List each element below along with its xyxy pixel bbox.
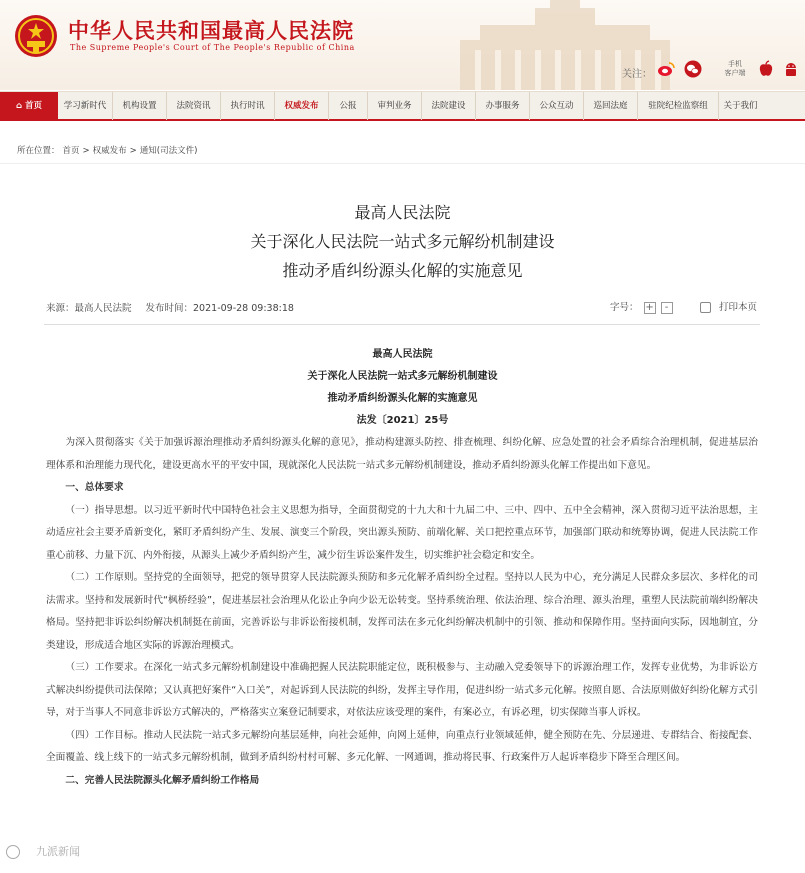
paragraph-guiding-ideology: （一）指导思想。以习近平新时代中国特色社会主义思想为指导，全面贯彻党的十九大和十九届二中、三中、四中、五中全会精神，深入贯彻习近平法治思想，主动适应社会主要矛盾新变化，紧盯矛盾纠纷产生、发展、演变三个阶段，突出源头预防、前端化解、关口把控重点环节，加强部门联动和统筹协调，促进人民法院工作重心前移、力量下沉、内外衔接，从源头上减少矛盾纠纷产生，减少衍生诉讼案件发生，切实维护社会稳定和安全。 [46,504,758,561]
mobile-client-link[interactable] [720,60,750,78]
article-published: 发布时间：2021-09-28 09:38:18 [145,303,294,314]
doc-number: 法发〔2021〕25号 [356,415,449,426]
doc-header-line-1: 最高人民法院 [372,349,433,360]
doc-header-line-3: 推动矛盾纠纷源头化解的实施意见 [327,393,478,404]
article-body [46,432,758,792]
breadcrumb-current[interactable]: 通知(司法文件) [139,146,198,156]
article-source: 来源：最高人民法院 [46,303,132,314]
print-button[interactable] [700,299,757,313]
breadcrumb [17,144,200,156]
nav-item-home[interactable] [0,92,58,120]
font-size-control [610,299,673,314]
home-icon: ⌂ [15,101,26,111]
mobile-label-1: 手机 [728,60,742,68]
section-heading-1: 一、总体要求 [65,482,124,493]
article-title-line-2: 关于深化人民法院一站式多元解纷机制建设 [250,232,555,251]
follow-label: 关注： [622,69,652,80]
print-icon [700,302,711,313]
nav-item-trial[interactable]: 审判业务 [377,101,412,111]
watermark-logo-icon [6,845,20,859]
nav-item-enforcement[interactable]: 执行时讯 [230,101,265,111]
breadcrumb-separator: > [82,146,90,156]
breadcrumb-home[interactable]: 首页 [62,146,80,156]
nav-item-organization[interactable]: 机构设置 [122,101,157,111]
print-label: 打印本页 [719,302,758,313]
watermark [6,843,80,859]
main-nav [0,91,805,121]
site-title-en: The Supreme People's Court of The People's Republic of China [70,43,355,52]
article-meta [46,300,294,314]
font-decrease-button[interactable]: - [661,302,673,314]
paragraph-goals: （四）工作目标。推动人民法院一站式多元解纷向基层延伸，向社会延伸，向网上延伸，向重点行业领域延伸，健全预防在先、分层递进、专群结合、衔接配套、全面覆盖、线上线下的一站式多元解纷机制，做到矛盾纠纷村村可解、多元化解、一网通调，推动将民事、行政案件万人起诉率稳步下降至合理区间。 [46,729,758,763]
wechat-icon[interactable] [684,60,702,78]
national-emblem-icon[interactable] [14,14,58,58]
nav-label: 首页 [25,101,43,111]
site-title-cn[interactable]: 中华人民共和国最高人民法院 [68,19,354,43]
nav-item-about[interactable]: 关于我们 [723,101,758,111]
court-building-illustration [440,0,690,90]
font-size-label: 字号： [610,302,639,313]
nav-item-study[interactable]: 学习新时代 [63,101,107,111]
breadcrumb-releases[interactable]: 权威发布 [92,146,127,156]
nav-item-releases[interactable]: 权威发布 [284,101,319,111]
weibo-icon[interactable] [657,60,675,78]
android-icon[interactable] [782,60,800,78]
paragraph-principles: （二）工作原则。坚持党的全面领导，把党的领导贯穿人民法院源头预防和多元化解矛盾纠纷全过程。坚持以人民为中心，充分满足人民群众多层次、多样化的司法需求。坚持和发展新时代“枫桥经验”，促进基层社会治理从化讼止争向少讼无讼转变。坚持系统治理、依法治理、综合治理、源头治理，重塑人民法院前端纠纷解决格局。坚持把非诉讼纠纷解决机制挺在前面，完善诉讼与非诉讼衔接机制，发挥司法在多元化纠纷解决机制中的引领、推动和保障作用。坚持面向实际，因地制宜，分类建设，形成适合地区实际的诉源治理模式。 [46,572,758,651]
article-title-line-1: 最高人民法院 [354,203,451,222]
section-heading-2: 二、完善人民法院源头化解矛盾纠纷工作格局 [65,774,260,786]
nav-item-news[interactable]: 法院资讯 [176,101,211,111]
paragraph-requirements: （三）工作要求。在深化一站式多元解纷机制建设中准确把握人民法院职能定位，既积极参与、主动融入党委领导下的诉源治理工作，发挥专业优势，为非诉讼方式解决纠纷提供司法保障；又认真把好案件“入口关”，对起诉到人民法院的纠纷，发挥主导作用，促进纠纷一站式多元化解。按照自愿、合法原则做好纠纷化解方式引导，对于当事人不同意非诉讼方式解决的，严格落实立案登记制要求，对依法应该受理的案件，有案必立，有诉必理，切实保障当事人诉权。 [46,662,758,718]
nav-item-services[interactable]: 办事服务 [485,101,520,111]
paragraph-intro: 为深入贯彻落实《关于加强诉源治理推动矛盾纠纷源头化解的意见》，推动构建源头防控、排查梳理、纠纷化解、应急处置的社会矛盾综合治理机制，促进基层治理体系和治理能力现代化，建设更高水平的平安中国，现就深化人民法院一站式多元解纷机制建设，推动矛盾纠纷源头化解工作提出如下意见。 [46,437,758,471]
nav-item-gazette[interactable]: 公报 [339,101,357,111]
watermark-text: 九派新闻 [36,845,80,858]
breadcrumb-separator: > [129,146,137,156]
nav-item-circuit[interactable]: 巡回法庭 [593,101,628,111]
nav-item-discipline[interactable]: 驻院纪检监察组 [648,101,708,111]
nav-item-interaction[interactable]: 公众互动 [539,101,574,111]
breadcrumb-label: 所在位置： [17,146,60,156]
mobile-label-2: 客户端 [724,69,746,77]
apple-icon[interactable] [757,60,775,78]
nav-item-court-building[interactable]: 法院建设 [431,101,466,111]
doc-header-line-2: 关于深化人民法院一站式多元解纷机制建设 [307,371,498,382]
font-increase-button[interactable]: + [645,301,654,313]
article-title-line-3: 推动矛盾纠纷源头化解的实施意见 [282,261,523,280]
site-header [0,0,805,90]
